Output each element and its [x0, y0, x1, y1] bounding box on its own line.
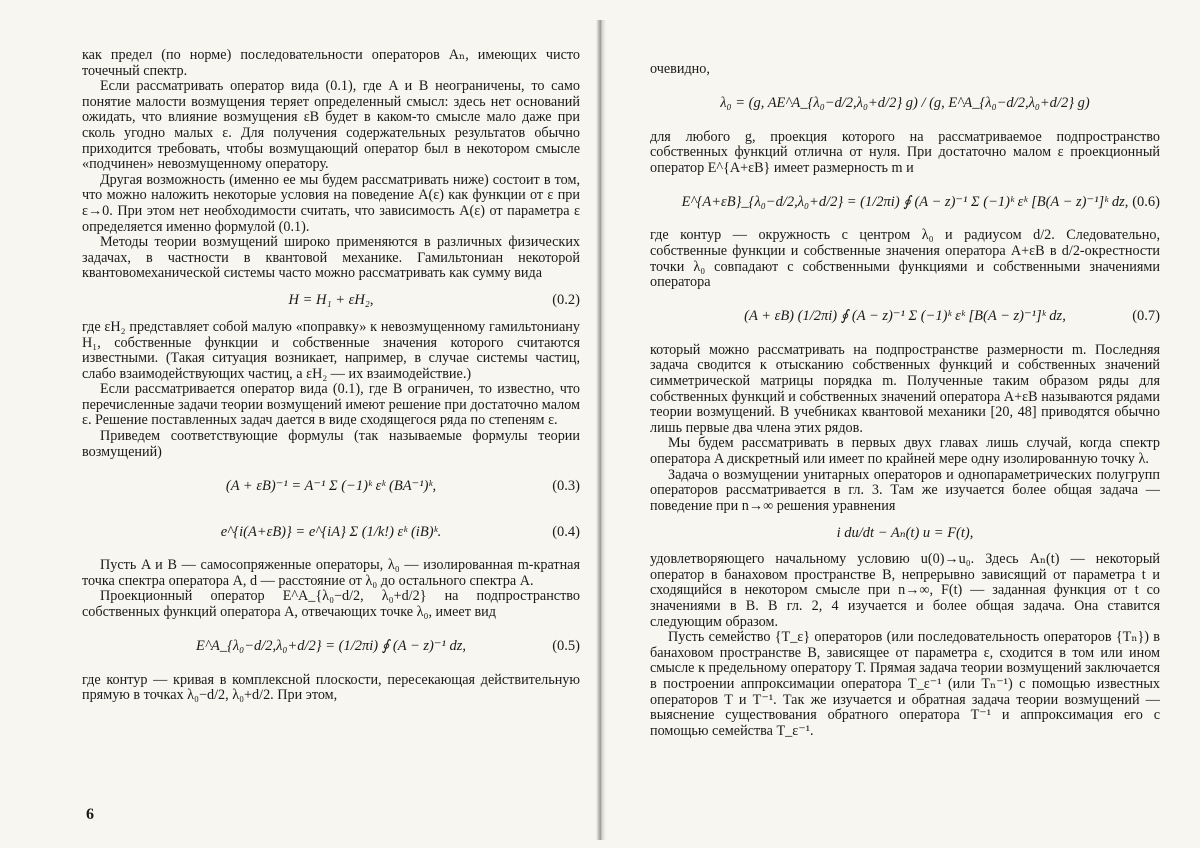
formula: λ₀ = (g, AE^A_{λ₀−d/2,λ₀+d/2} g) / (g, E^A_{λ₀−d/2,λ₀+d/2} g)	[720, 95, 1090, 112]
paragraph: Если рассматривать оператор вида (0.1), где A и B неограничены, то само понятие малости возмущения теряет определенный смысл: здесь нет оснований ожидать, что влияние возмущения εB будет в каком-то смысле мало даже при сколь угодно малых ε. Для получения содержательных результатов обычно приходится требовать, чтобы возмущающий оператор был в некотором смысле «подчинен» невозмущенному оператору.	[82, 78, 580, 173]
paragraph: удовлетворяющего начальному условию u(0)→u₀. Здесь Aₙ(t) — некоторый оператор в банаховом пространстве B, непрерывно зависящий от параметра t и сходящийся в некотором смысле при n→∞, F(t) — заданная функция от t со значениями в B. В гл. 2, 4 изучается и более общая задача. Она ставится следующим образом.	[650, 551, 1160, 630]
equation-number: (0.2)	[552, 292, 580, 309]
formula: E^A_{λ₀−d/2,λ₀+d/2} = (1/2πi) ∮ (A − z)⁻¹ dz,	[196, 638, 466, 655]
formula: e^{i(A+εB)} = e^{iA} Σ (1/k!) εᵏ (iB)ᵏ.	[220, 523, 442, 540]
page-number: 6	[86, 806, 94, 823]
formula: i du/dt − Aₙ(t) u = F(t),	[836, 524, 974, 541]
right-page	[600, 0, 1200, 848]
paragraph: Методы теории возмущений широко применяются в различных физических задачах, в частности в квантовой механике. Гамильтониан некоторой квантовомеханической системы часто можно рассматривать как сумму вида	[82, 234, 580, 282]
equation-0-3	[82, 466, 580, 506]
paragraph: как предел (по норме) последовательности операторов Aₙ, имеющих чисто точечный спектр.	[82, 47, 580, 79]
paragraph: очевидно,	[650, 61, 710, 77]
paragraph: Мы будем рассматривать в первых двух главах лишь случай, когда спектр оператора A дискретный или имеет по крайней мере одну изолированную точку λ.	[650, 435, 1160, 467]
equation-0-2	[82, 288, 580, 314]
equation-number: (0.3)	[552, 477, 580, 494]
formula: E^{A+εB}_{λ₀−d/2,λ₀+d/2} = (1/2πi) ∮ (A − z)⁻¹ Σ (−1)ᵏ εᵏ [B(A − z)⁻¹]ᵏ dz,	[681, 193, 1129, 210]
paragraph: Задача о возмущении унитарных операторов и однопараметрических полугрупп операторов рассматривается в гл. 3. Там же изучается более общая задача — поведение при n→∞ решения уравнения	[650, 466, 1160, 514]
paragraph: где контур — окружность с центром λ₀ и радиусом d/2. Следовательно, собственные функции и собственные значения оператора A+εB в d/2-окрестности точки λ₀ совпадают с собственными функциями и собственными значениями оператора	[650, 227, 1160, 291]
equation-number: (0.4)	[552, 523, 580, 540]
equation-ode	[650, 520, 1160, 546]
paragraph: Пусть семейство {T_ε} операторов (или последовательность операторов {Tₙ}) в банаховом пространстве B, зависящее от параметра ε, сходится в том или ином смысле к предельному оператору T. Прямая задача теории возмущений заключается в построении аппроксимации оператора T_ε⁻¹ (или Tₙ⁻¹) с помощью известных операторов T и T⁻¹. Так же изучается и обратная задача теории возмущений — выяснение существования обратного оператора T⁻¹ и аппроксимация его с помощью семейства T_ε⁻¹.	[650, 629, 1160, 739]
paragraph: Пусть A и B — самосопряженные операторы, λ₀ — изолированная m-кратная точка спектра оператора A, d — расстояние от λ₀ до остального спектра A.	[82, 557, 580, 589]
formula: H = H₁ + εH₂,	[288, 292, 374, 309]
paragraph: где контур — кривая в комплексной плоскости, пересекающая действительную прямую в точках λ₀−d/2, λ₀+d/2. При этом,	[82, 671, 580, 704]
equation-0-7	[650, 297, 1160, 337]
equation-number: (0.6)	[1132, 193, 1160, 210]
paragraph: Проекционный оператор E^A_{λ₀−d/2, λ₀+d/2} на подпространство собственных функций оператора A, отвечающих точке λ₀, имеет вид	[82, 588, 580, 621]
equation-0-5	[82, 627, 580, 667]
equation-number: (0.7)	[1132, 308, 1160, 325]
paragraph: Другая возможность (именно ее мы будем рассматривать ниже) состоит в том, что можно наложить некоторые условия на поведение A(ε) как функции от ε при ε→0. При этом нет необходимости считать, что зависимость A(ε) от параметра ε определяется именно формулой (0.1).	[82, 171, 580, 235]
paragraph: который можно рассматривать на подпространстве размерности m. Последняя задача сводится к отысканию собственных функций и собственных значений симметрической матрицы порядка m. Полученные таким образом ряды для собственных функций и собственных значений оператора A+εB называются рядами теории возмущений. В учебниках квантовой механики [20, 48] приводятся обычно лишь первые два члена этих рядов.	[650, 341, 1160, 436]
equation-0-6	[650, 182, 1160, 222]
equation-lambda	[650, 84, 1160, 124]
paragraph: где εH₂ представляет собой малую «поправку» к невозмущенному гамильтониану H₁, собственные функции и собственные значения которого считаются известными. (Такая ситуация возникает, например, в случае системы частиц, слабо взаимодействующих частиц, а εH₂ — их взаимодействие.)	[82, 318, 580, 382]
formula: (A + εB)⁻¹ = A⁻¹ Σ (−1)ᵏ εᵏ (BA⁻¹)ᵏ,	[225, 477, 437, 494]
paragraph: Если рассматривается оператор вида (0.1), где B ограничен, то известно, что перечисленные задачи теории возмущений имеют решение при достаточно малом ε. Решение поставленных задач дается в виде сходящегося ряда по степеням ε.	[82, 381, 580, 429]
equation-number: (0.5)	[552, 638, 580, 655]
paragraph: Приведем соответствующие формулы (так называемые формулы теории возмущений)	[82, 428, 580, 460]
equation-0-4	[82, 512, 580, 552]
paragraph: для любого g, проекция которого на рассматриваемое подпространство собственных функций отлична от нуля. При достаточно малом ε проекционный оператор E^{A+εB} имеет размерность m и	[650, 128, 1160, 176]
formula: (A + εB) (1/2πi) ∮ (A − z)⁻¹ Σ (−1)ᵏ εᵏ [B(A − z)⁻¹]ᵏ dz,	[744, 308, 1066, 325]
